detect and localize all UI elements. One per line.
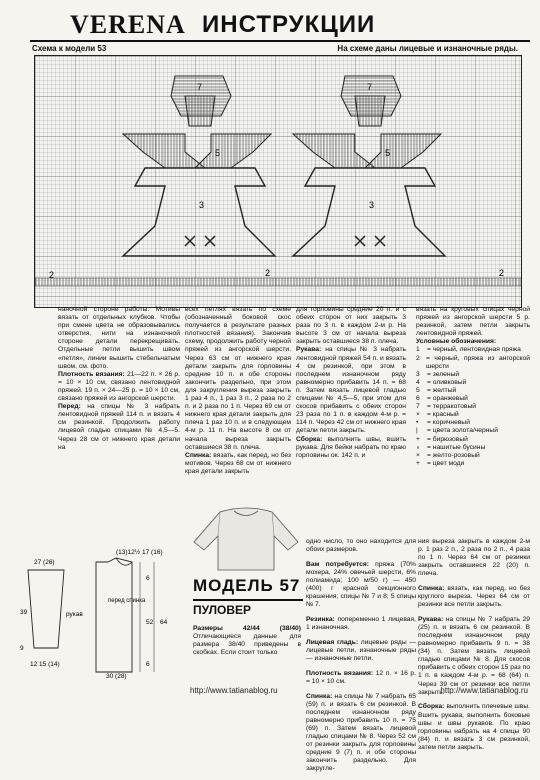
page-title: ИНСТРУКЦИИ [202, 11, 376, 38]
chart-mark: 7 [197, 82, 203, 92]
footer-link-right[interactable]: http://www.tatianablog.ru [440, 686, 528, 695]
chart-mark: 7 [367, 82, 373, 92]
legend-item: 5 = желтый [416, 386, 457, 394]
legend-item: 7 = терракотовый [416, 403, 477, 411]
legend-item: + = цвет моди [416, 459, 465, 467]
pattern-schema [20, 540, 190, 680]
footer-link-left[interactable]: http://www.tatianablog.ru [190, 686, 278, 695]
model-title: МОДЕЛЬ 57 [193, 576, 301, 595]
paragraph: Сборка: выполнить плечевые швы. Вшить рукава, выполнить боковые швы и швы рукавов. По краю горловины набрать на 4 спицы 90 (84) п. и вязать 3 см резинкой, затем петли закрыть. [418, 703, 530, 751]
legend-item: × = желто-розовый [416, 451, 480, 459]
chart-mark: 5 [215, 148, 221, 158]
schema-label: 9 [20, 645, 24, 652]
text-column-1 [58, 306, 180, 452]
paragraph: Спинка: вязать, как перед, но без мотивов. Через 68 см от нижнего края детали закрыть [185, 451, 291, 475]
paragraph: Лицевая гладь: лицевые ряды — лицевые петли, изнаночные ряды — изнаночные петли. [306, 638, 416, 662]
legend-heading: Условные обозначения: [416, 338, 497, 346]
lower-column-2 [418, 531, 530, 759]
chart-mark: 3 [199, 200, 205, 210]
legend-item: 6 = оранжевый [416, 395, 468, 403]
schema-label: 30 (28) [106, 673, 127, 680]
text-column-2 [185, 306, 291, 476]
schema-label: 6 [146, 575, 150, 582]
schema-label: 6 [146, 661, 150, 668]
schema-label: 64 [160, 619, 168, 626]
schema-label: 12 15 (14) [30, 661, 60, 668]
legend-item: 3 = зеленый [416, 370, 460, 378]
legend-item: • = коричневый [416, 419, 470, 427]
legend-item: ∘ = нашитые бусины [416, 443, 486, 451]
schema-label: 39 [20, 609, 28, 616]
text-column-4 [416, 306, 530, 468]
sizes-text: Размеры 42/44 (38/40) Отличающиеся данные для размера 38/40 приведены в скобках. Если стоит только [193, 625, 301, 657]
brand-logo: VERENA [70, 10, 186, 39]
legend [416, 346, 530, 467]
lower-column-1 [306, 531, 416, 780]
schema-label: перед спинка [108, 598, 146, 604]
paragraph: Плотность вязания: 12 п. × 16 р. = 10 × 10 см. [306, 669, 416, 685]
legend-item: × = красный [416, 411, 459, 419]
paragraph: Спинка: на спицы № 7 набрать 65 (59) п. и вязать 6 см резинкой. В последнем изнаночном ряду равномерно прибавить 10 п. = 75 (69) п. Затем вязать лицевой гладью спицами № 8. Через 52 см от резинки закрыть для горловины средние 9 (7) п. и обе стороны закончить раздельно. Для закругле- [306, 692, 416, 773]
chart-mark: 2 [265, 268, 271, 278]
model-heading [193, 576, 303, 622]
paragraph: одно число, то оно находится для обоих размеров. [306, 537, 416, 553]
schema-label: 27 (26) [34, 559, 55, 566]
chart-mark: 2 [499, 268, 505, 278]
paragraph: Вам потребуется: пряжа (70% мохера, 24% овечьей шерсти, 6% полиамида; 100 м/50 г) — 450 (400) г красной секционного крашения; спицы № 7 и 8; 5 спицы № 7. [306, 560, 416, 609]
chart-label: Схема к модели 53 [32, 44, 107, 53]
text-column-3 [296, 306, 406, 460]
legend-item: | = цвета золота/черный [416, 427, 498, 435]
model-divider [193, 599, 303, 601]
legend-item: 2 = черный, пряжа из ангорской шерсти [416, 354, 530, 370]
paragraph: Перед: на спицы № 3 набрать лентовидной пряжей 114 п. и вязать 4 см резинкой. Продолжить работу лицевой гладью спицами № 4,5—5. Через 28 см от нижнего края детали на [58, 403, 180, 451]
paragraph: Резинка: попеременно 1 лицевая, 1 изнаночная. [306, 615, 416, 631]
paragraph: Спинка: вязать, как перед, но без круглого выреза. Через 64 см от резинки все петли закрыть. [418, 584, 530, 609]
paragraph: Сборка: выполнить швы, вшить рукава. Для бейки набрать по краю горловины ок. 142 п. и [296, 435, 406, 459]
schema-label: рукав [66, 611, 83, 618]
paragraph: ния выреза закрыть в каждом 2-м р. 1 раз 2 п., 2 раза по 2 п., 4 раза по 1 п. Через 64 см от резинки закрыть оставшиеся 22 (20) п. плеча. [418, 537, 530, 578]
chart-mark: 3 [369, 200, 375, 210]
paragraph: Рукава: на спицы № 7 набрать 29 (25) п. и вязать 6 см резинкой. В последнем изнаночном ряду равномерно прибавить 9 п. = 38 (34) п. Затем вязать лицевой гладью спицами № 8. Для скосов прибавить с обеих сторон 15 раз по 1 п. в каждом 4-м р. = 68 (64) п. Через 39 см от резинки все петли закрыть. [418, 615, 530, 696]
schema-label: (13)12½ 17 (16) [116, 549, 163, 556]
model-subtitle: ПУЛОВЕР [193, 603, 252, 617]
paragraph: Рукава: на спицы № 3 набрать лентовидной пряжей 54 п. и вязать 4 см резинкой, при этом в последнем изнаночном ряду равномерно прибавить 14 п. = 68 п. Затем вязать лицевой гладью спицами № 4,5—5, при этом для скосов прибавить с обеих сторон 23 раза по 1 п. в каждом 4-м р. = 114 п. Через 42 см от нижнего края детали петли закрыть. [296, 346, 406, 435]
legend-item: 4 = оливковый [416, 378, 467, 386]
paragraph: вязать на круговых спицах черной пряжей из ангорской шерсти 5 р. резинкой, затем петли закрыть лентовидной пряжей. [416, 306, 530, 338]
chart-note: На схеме даны лицевые и изнаночные ряды. [337, 44, 518, 53]
chart-mark: 2 [49, 270, 55, 280]
header-divider [30, 40, 530, 42]
paragraph: для горловины средние 20 п. и с обеих сторон от них закрыть 3 раза по 3 п. в каждом 2-м р. На высоте 3 см от начала выреза закрыть оставшиеся 38 п. плеча. [296, 306, 406, 346]
chart-mark: 5 [385, 148, 391, 158]
paragraph: наночной стороне работы. Мотивы вязать от отдельных клубков. Чтобы при смене цвета не образовывались отверстия, нити на изнаночной стороне детали перекрещивать. Отдельные петли вышить швом «петля», линии вышить стебельчатым швом, см. фото. [58, 306, 180, 370]
page-header [70, 4, 530, 40]
legend-item: + = бирюзовый [416, 435, 468, 443]
paragraph: всех петлях вязать по схеме (обозначенный боковой скос получается в результате разных плотностей вязания). Закончив схему, продолжить работу черной пряжей из ангорской шерсти. Через 63 см от нижнего края детали закрыть для горловины средние 10 п. и обе стороны закончить раздельно, при этом для закругления выреза закрыть 1 раз 4 п., 1 раз 3 п., 2 раза по 2 п. и 2 раза по 1 п. Через 69 см от нижнего края детали закрыть для плеча 1 раз 10 п. и в следующем 4-м р. 11 п. На высоте 8 см от начала выреза закрыть оставшиеся 38 п. плеча. [185, 306, 291, 451]
knitting-chart [34, 55, 522, 308]
legend-item: 1 = черный, лентовидная пряжа [416, 346, 521, 354]
schema-label: 52 [146, 619, 154, 626]
sweater-illustration [190, 506, 302, 572]
paragraph: Плотность вязания: 21—22 п. × 26 р. = 10 × 10 см, связано лентовидной пряжей. 19 п. × 24—25 р. = 10 × 10 см, связано пряжей из ангорской шерсти. [58, 370, 180, 403]
